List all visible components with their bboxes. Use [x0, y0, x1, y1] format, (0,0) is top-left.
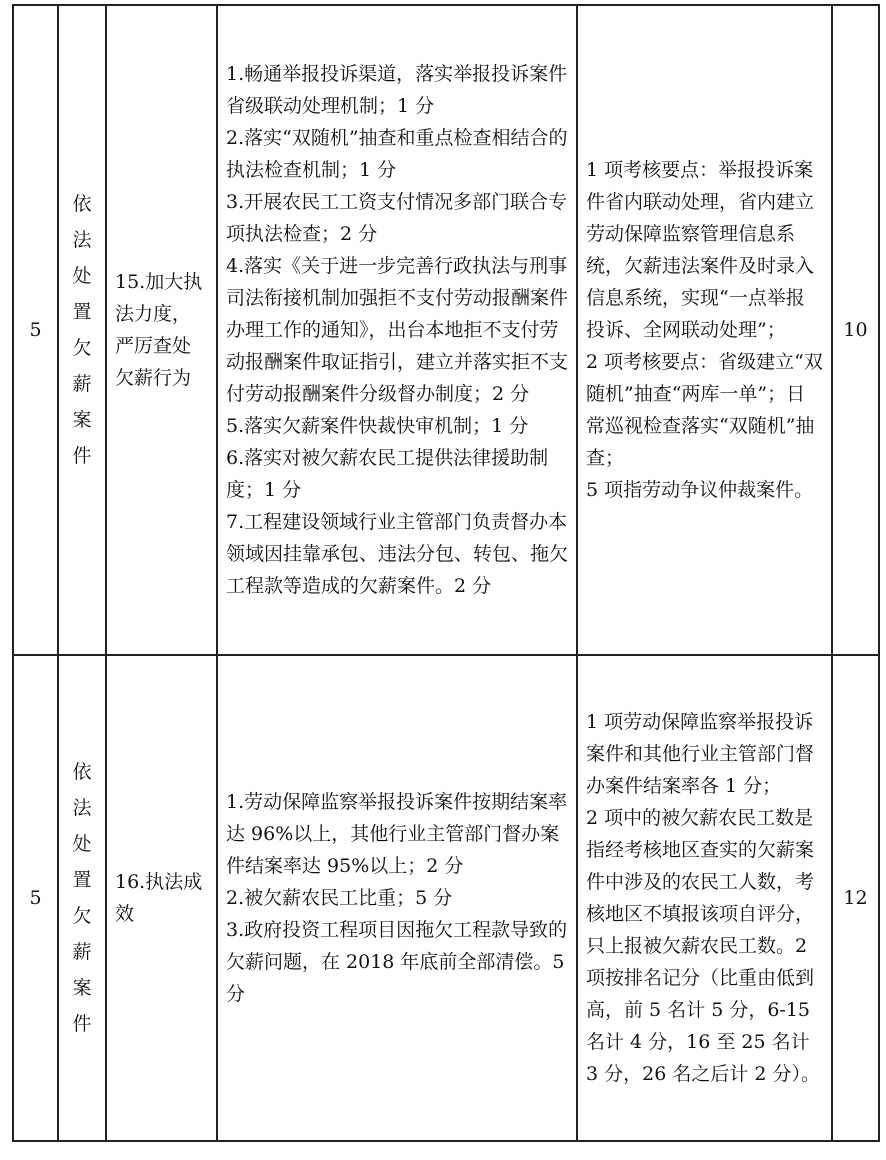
criteria-line: 1.劳动保障监察举报投诉案件按期结案率达 96%以上，其他行业主管部门督办案件结案率达 95%以上；2 分 — [226, 791, 568, 877]
row-category: 依法处置欠薪案件 — [58, 655, 106, 1141]
criteria-line: 7.工程建设领域行业主管部门负责督办本领域因挂靠承包、违法分包、转包、拖欠工程款等造成的欠薪案件。2 分 — [226, 511, 569, 597]
criteria-line: 1.畅通举报投诉渠道，落实举报投诉案件省级联动处理机制；1 分 — [226, 63, 568, 117]
criteria-line: 3.政府投资工程项目因拖欠工程款导致的欠薪问题，在 2018 年底前全部清偿。5 分 — [226, 919, 571, 1005]
note-line: 5 项指劳动争议仲裁案件。 — [586, 479, 814, 501]
criteria-line: 6.落实对被欠薪农民工提供法律援助制度；1 分 — [226, 447, 549, 501]
note-line: 1 项考核要点：举报投诉案件省内联动处理，省内建立劳动保障监察管理信息系统，欠薪违法案件及时录入信息系统，实现“一点举报投诉、全网联动处理”； — [586, 159, 815, 341]
note-line: 2 项考核要点：省级建立“双随机”抽查“两库一单”；日常巡视检查落实“双随机”抽查； — [586, 351, 823, 469]
row-criteria — [217, 655, 577, 1141]
table-row — [13, 5, 879, 655]
criteria-line: 4.落实《关于进一步完善行政执法与刑事司法衔接机制加强拒不支付劳动报酬案件办理工作的通知》，出台本地拒不支付劳动报酬案件取证指引，建立并落实拒不支付劳动报酬案件分级督办制度；2 分 — [226, 255, 569, 405]
row-seq: 5 — [13, 655, 58, 1141]
row-seq: 5 — [13, 5, 58, 655]
note-line: 2 项中的被欠薪农民工数是指经考核地区查实的欠薪案件中涉及的农民工人数，考核地区不填报该项自评分，只上报被欠薪农民工数。2 项按排名记分（比重由低到高，前 5 名计 5 分，6-15 名计 4 分，16 至 25 名计 3 分，26 名之后计 2 分）。 — [586, 807, 821, 1085]
table-row — [13, 655, 879, 1141]
row-score: 12 — [832, 655, 879, 1141]
row-score: 10 — [832, 5, 879, 655]
criteria-line: 5.落实欠薪案件快裁快审机制；1 分 — [226, 415, 529, 437]
row-notes — [577, 5, 832, 655]
row-item: 15.加大执法力度，严厉查处欠薪行为 — [106, 5, 217, 655]
row-criteria — [217, 5, 577, 655]
criteria-line: 3.开展农民工工资支付情况多部门联合专项执法检查；2 分 — [226, 191, 568, 245]
note-line: 1 项劳动保障监察举报投诉案件和其他行业主管部门督办案件结案率各 1 分； — [586, 711, 815, 797]
criteria-line: 2.被欠薪农民工比重；5 分 — [226, 887, 453, 909]
criteria-line: 2.落实“双随机”抽查和重点检查相结合的执法检查机制；1 分 — [226, 127, 568, 181]
row-category: 依法处置欠薪案件 — [58, 5, 106, 655]
row-notes — [577, 655, 832, 1141]
row-item: 16.执法成效 — [106, 655, 217, 1141]
assessment-table — [12, 4, 880, 1142]
